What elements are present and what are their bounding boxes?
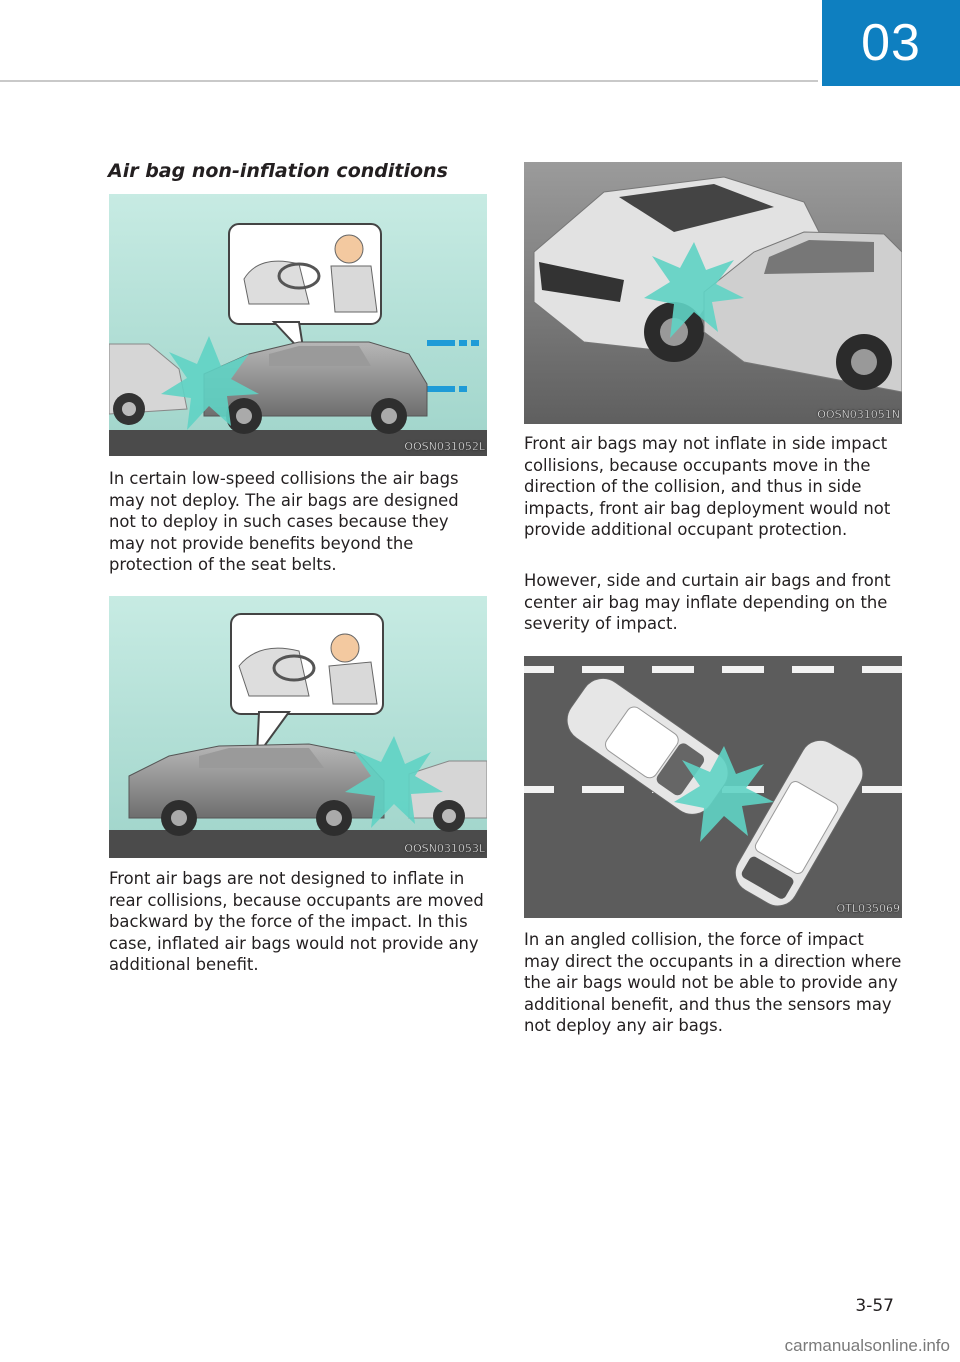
- page-number: 3-57: [855, 1296, 894, 1316]
- figure-rear-collision: [109, 596, 487, 858]
- section-heading: Air bag non-inflation conditions: [108, 160, 448, 182]
- paragraph-rear: Front air bags are not designed to inflate in rear collisions, because occupants are moved backward by the force of the impact. In this case, inflated air bags would not provide any additional benefit.: [109, 869, 484, 974]
- paragraph-side-2: However, side and curtain air bags and front center air bag may inflate depending on the severity of impact.: [524, 571, 891, 633]
- figure-code: OOSN031051N: [817, 408, 900, 421]
- paragraph-side-1: Front air bags may not inflate in side impact collisions, because occupants move in the direction of the collision, and thus in side impacts, front air bag deployment would not provide additional occupant protection.: [524, 434, 891, 539]
- paragraph-angled: In an angled collision, the force of impact may direct the occupants in a direction where the air bags would not be able to provide any additional benefit, and thus the sensors may not deploy any air bags.: [524, 930, 902, 1035]
- figure-side-collision: [524, 162, 902, 424]
- chapter-tab: 03: [822, 0, 960, 86]
- rear-collision-illustration: [109, 596, 487, 858]
- figure-low-speed-collision: [109, 194, 487, 456]
- side-collision-illustration: [524, 162, 902, 424]
- figure-code: OTL035069: [836, 902, 900, 915]
- figure-code: OOSN031052L: [404, 440, 485, 453]
- figure-angled-collision: [524, 656, 902, 918]
- paragraph-low-speed: In certain low-speed collisions the air bags may not deploy. The air bags are designed not to deploy in such cases because they may not provide benefits beyond the protection of the seat belts.: [109, 469, 459, 574]
- angled-collision-illustration: [524, 656, 902, 918]
- header-rule: [0, 80, 818, 82]
- watermark-link[interactable]: carmanualsonline.info: [784, 1336, 950, 1355]
- low-speed-collision-illustration: [109, 194, 487, 456]
- figure-code: OOSN031053L: [404, 842, 485, 855]
